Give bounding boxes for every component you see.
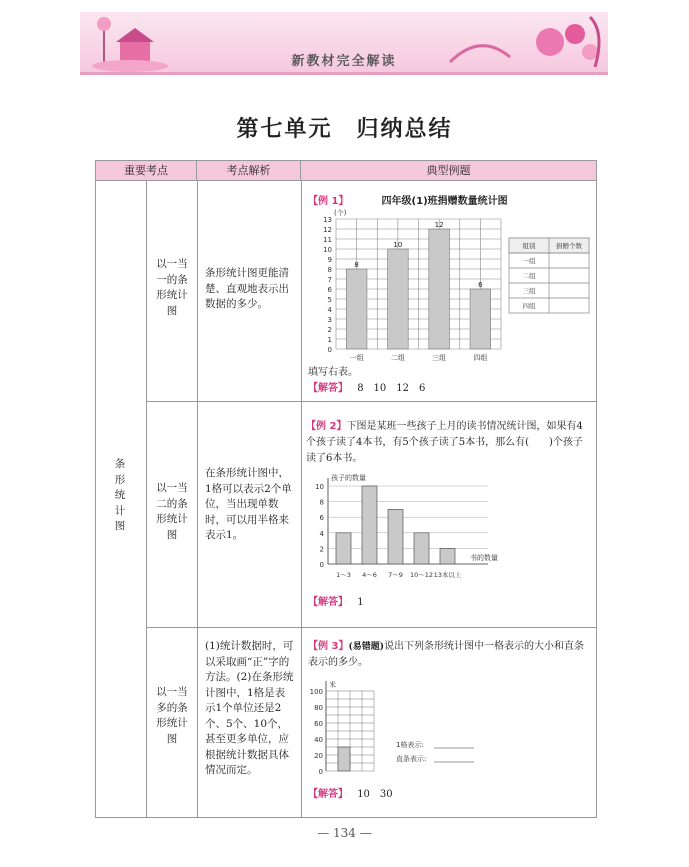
data-label: 8 [354, 261, 359, 269]
bar [470, 289, 491, 349]
bar [336, 533, 351, 564]
y-tick-label: 7 [327, 276, 332, 284]
y-tick-label: 5 [327, 296, 332, 304]
data-label: 6 [478, 281, 483, 289]
y-axis-label: 孩子的数量 [331, 474, 366, 482]
example-3-label: 【例 3】 [308, 641, 349, 652]
header-key-points: 重要考点 [96, 161, 197, 181]
y-tick-label: 6 [319, 514, 324, 523]
y-tick-label: 1 [327, 336, 332, 344]
side-table-header: 捐赠个数 [556, 242, 582, 250]
y-tick-label: 6 [327, 286, 332, 294]
y-tick-label: 80 [314, 704, 323, 712]
example-2-label: 【例 2】 [306, 421, 347, 432]
fill-in-label: 1格表示: [396, 741, 424, 749]
subtopic-3: 以一当多的条形统计图 [156, 686, 188, 745]
answer-2-value: 1 [357, 597, 364, 608]
chart-1 [308, 207, 508, 362]
x-tick-label: 13本以上 [433, 571, 462, 579]
x-tick-label: 4～6 [362, 571, 377, 579]
analysis-3: (1)统计数据时，可以采取画“正”字的方法。(2)在条形统计图中，1格是表示1个单位还是2个、5个、10个，甚至更多单位，应根据统计数据具体情况而定。 [205, 640, 294, 776]
side-table-cell: 一组 [522, 257, 536, 265]
y-tick-label: 4 [327, 306, 332, 314]
y-tick-label: 60 [314, 720, 323, 728]
x-tick-label: 1～3 [336, 571, 351, 579]
chart-3 [308, 673, 508, 781]
x-tick-label: 二组 [390, 354, 405, 362]
answer-3-value: 10 30 [357, 789, 393, 800]
example-2-text: 下图是某班一些孩子上月的读书情况统计图，如果有4个孩子读了4本书，有5个孩子读了5本书，那么有( )个孩子读了6本书。 [306, 421, 583, 464]
y-tick-label: 8 [319, 498, 324, 507]
example-1 [308, 189, 588, 208]
bar [440, 548, 455, 564]
header-banner [80, 12, 608, 75]
y-tick-label: 13 [323, 216, 332, 224]
header-examples: 典型例题 [301, 161, 596, 181]
example-3-text: 说出下列条形统计图中一格表示的大小和直条表示的多少。 [308, 641, 584, 668]
side-table [508, 237, 590, 317]
analysis-2: 在条形统计图中，1格可以表示2个单位，当出现单数时，可以用半格来表示1。 [205, 467, 292, 541]
page-number: — 134 — [317, 826, 372, 840]
bar [388, 509, 403, 564]
chart-2 [308, 469, 508, 589]
y-tick-label: 11 [323, 236, 332, 244]
fill-in-label: 直条表示: [396, 755, 427, 763]
header-analysis: 考点解析 [197, 161, 301, 181]
data-label: 12 [434, 221, 444, 229]
y-tick-label: 0 [318, 768, 323, 776]
x-tick-label: 一组 [349, 354, 364, 362]
bar [346, 269, 367, 349]
subtopic-1: 以一当一的条形统计图 [156, 258, 188, 317]
side-table-cell: 三组 [522, 287, 536, 295]
x-tick-label: 三组 [432, 354, 447, 362]
x-tick-label: 7～9 [388, 571, 403, 579]
side-table-cell: 四组 [522, 302, 536, 310]
y-tick-label: 10 [323, 246, 332, 254]
x-tick-label: 四组 [473, 354, 488, 362]
y-tick-label: 2 [319, 545, 324, 554]
bar [362, 486, 377, 564]
x-axis-label: 书的数量 [470, 554, 498, 562]
y-axis-label: 米 [329, 681, 336, 689]
bar [338, 747, 350, 771]
example-1-label: 【例 1】 [308, 196, 349, 207]
topic-label: 条形统计图 [114, 458, 126, 532]
example-3 [308, 639, 590, 671]
answer-2-label: 【解答】 [308, 597, 348, 608]
subtopic-2: 以一当二的条形统计图 [156, 482, 188, 541]
answer-1-label: 【解答】 [308, 383, 348, 394]
banner-title: 新教材完全解读 [291, 54, 397, 69]
bar [414, 533, 429, 564]
y-tick-label: 3 [327, 316, 332, 324]
x-tick-label: 10～12 [409, 571, 434, 579]
answer-3 [308, 785, 393, 800]
example-3-tag: (易错题) [348, 642, 384, 652]
y-tick-label: 4 [319, 529, 324, 538]
example-2 [306, 419, 590, 467]
y-tick-label: 0 [319, 561, 324, 569]
bar [429, 229, 450, 349]
summary-table [95, 160, 597, 818]
chart-1-title: 四年级(1)班捐赠数量统计图 [381, 196, 508, 207]
y-tick-label: 12 [323, 226, 332, 234]
y-tick-label: 10 [315, 483, 324, 491]
bar [388, 249, 409, 349]
side-table-header: 组别 [522, 242, 536, 250]
answer-1-value: 8 10 12 6 [357, 383, 426, 394]
data-label: 10 [393, 241, 403, 249]
y-axis-label: (个) [334, 209, 347, 217]
answer-1 [308, 379, 425, 394]
y-tick-label: 100 [309, 688, 323, 696]
answer-2 [308, 593, 364, 608]
y-tick-label: 9 [327, 256, 332, 264]
y-tick-label: 0 [327, 346, 332, 354]
instruction-1: 填写右表。 [308, 367, 358, 378]
y-tick-label: 8 [327, 266, 332, 274]
y-tick-label: 20 [314, 752, 323, 760]
analysis-1: 条形统计图更能清楚、直观地表示出数据的多少。 [205, 267, 289, 310]
answer-3-label: 【解答】 [308, 789, 348, 800]
y-tick-label: 2 [327, 326, 332, 334]
y-tick-label: 40 [314, 736, 323, 744]
page-title: 第七单元 归纳总结 [236, 116, 453, 142]
side-table-cell: 二组 [522, 272, 536, 280]
